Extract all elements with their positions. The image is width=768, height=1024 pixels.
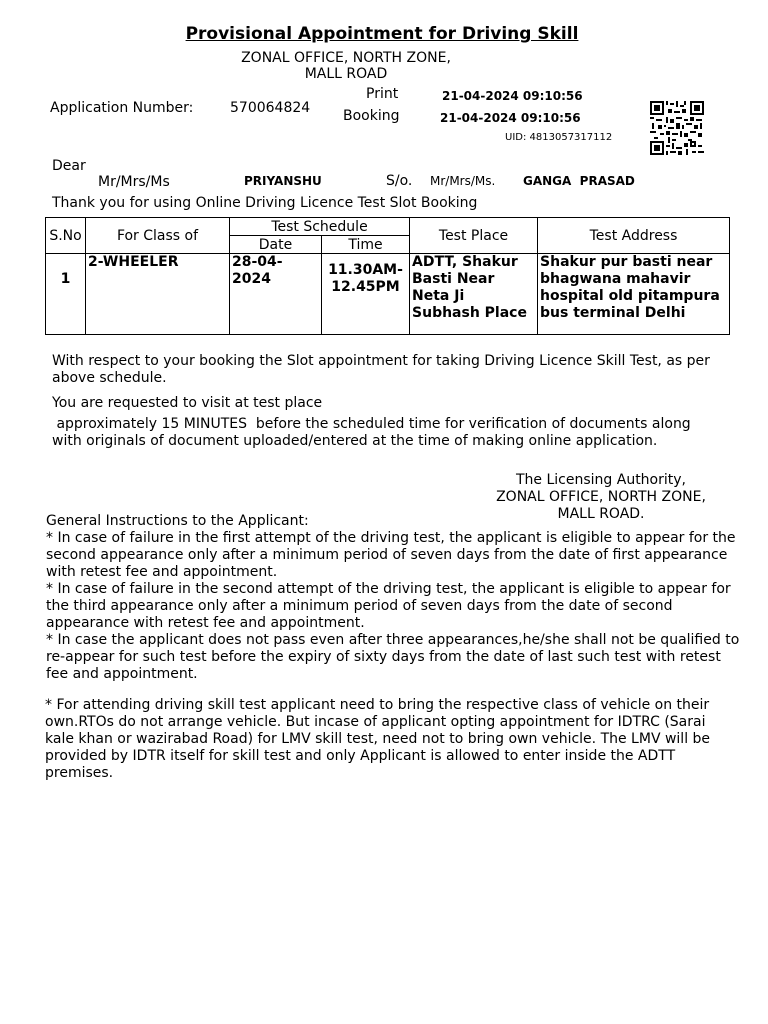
instructions-heading: General Instructions to the Applicant:: [46, 513, 309, 529]
application-number-value: 570064824: [230, 100, 311, 116]
cell-class: [86, 254, 230, 335]
date-value: 28-04-2024: [232, 254, 283, 287]
instruction-item: * In case the applicant does not pass even after three appearances,he/she shall not be qualified to re-appear for such test before the expiry of sixty days from the date of last such test with retest fee and appointment.: [46, 632, 740, 682]
header-date: Date: [230, 236, 322, 254]
booking-datetime: 21-04-2024 09:10:56: [440, 111, 581, 125]
applicant-salutation: Mr/Mrs/Ms: [98, 174, 170, 190]
table-header-row: [46, 218, 730, 236]
address-value: Shakur pur basti near bhagwana mahavir hospital old pitampura bus terminal Delhi: [540, 254, 720, 321]
booking-label: Booking: [343, 108, 400, 124]
parent-salutation: Mr/Mrs/Ms.: [430, 174, 496, 188]
dear-text: Dear: [52, 158, 86, 174]
header-sno: S.No: [46, 218, 86, 254]
authority-line2: ZONAL OFFICE, NORTH ZONE,: [496, 489, 706, 505]
relation-label: S/o.: [386, 173, 413, 189]
authority-line1: The Licensing Authority,: [515, 472, 686, 488]
page-title: Provisional Appointment for Driving Skill: [185, 24, 579, 44]
approx-time-text: approximately 15 MINUTES before the scheduled time for verification of documents along with originals of document uploaded/entered at the time of making online application.: [52, 416, 696, 449]
zonal-office-header: [190, 50, 502, 82]
table-row: [46, 254, 730, 335]
application-number-label: Application Number:: [50, 100, 194, 116]
cell-address: [538, 254, 730, 335]
test-schedule-table: [45, 217, 730, 335]
cell-date: [230, 254, 322, 335]
zonal-office-line1: ZONAL OFFICE, NORTH ZONE,: [241, 50, 451, 66]
authority-line3: MALL ROAD.: [557, 506, 645, 522]
thank-you-text: Thank you for using Online Driving Licence Test Slot Booking: [52, 195, 478, 211]
print-label: Print: [366, 86, 399, 102]
cell-time: [322, 254, 410, 335]
instruction-item: * In case of failure in the first attempt of the driving test, the applicant is eligible to appear for the second appearance only after a minimum period of seven days from the date of first appearance with retest fee and appointment.: [46, 530, 736, 580]
cell-place: [410, 254, 538, 335]
sno-value: 1: [60, 271, 71, 287]
print-datetime: 21-04-2024 09:10:56: [442, 89, 583, 103]
instruction-item: * In case of failure in the second attempt of the driving test, the applicant is eligible to appear for the third appearance only after a minimum period of seven days from the date of second appearance with retest fee and appointment.: [46, 581, 731, 631]
general-instructions: [46, 513, 746, 683]
uid-text: UID: 4813057317112: [505, 132, 613, 143]
header-time: Time: [322, 236, 410, 254]
header-class: For Class of: [86, 218, 230, 254]
booking-respect-text: With respect to your booking the Slot appointment for taking Driving Licence Skill Test, as per above schedule.: [52, 353, 710, 386]
header-test-schedule: Test Schedule: [230, 218, 410, 236]
place-value: ADTT, Shakur Basti Near Neta Ji Subhash Place: [412, 254, 527, 321]
parent-name: GANGA PRASAD: [523, 174, 635, 188]
header-test-place: Test Place: [410, 218, 538, 254]
qr-code-icon: [650, 101, 704, 155]
vehicle-instruction: * For attending driving skill test applicant need to bring the respective class of vehicle on their own.RTOs do not arrange vehicle. But incase of applicant opting appointment for IDTRC (Sarai kale khan or wazirabad Road) for LMV skill test, need not to bring own vehicle. The LMV will be provided by IDTR itself for skill test and only Applicant is allowed to enter inside the ADTT premises.: [45, 697, 711, 781]
applicant-name: PRIYANSHU: [244, 174, 322, 188]
header-test-address: Test Address: [538, 218, 730, 254]
class-value: 2-WHEELER: [88, 254, 179, 270]
time-value: 11.30AM-12.45PM: [328, 262, 403, 295]
cell-sno: [46, 254, 86, 335]
visit-request-text: You are requested to visit at test place: [52, 395, 323, 411]
zonal-office-line2: MALL ROAD: [304, 66, 388, 82]
